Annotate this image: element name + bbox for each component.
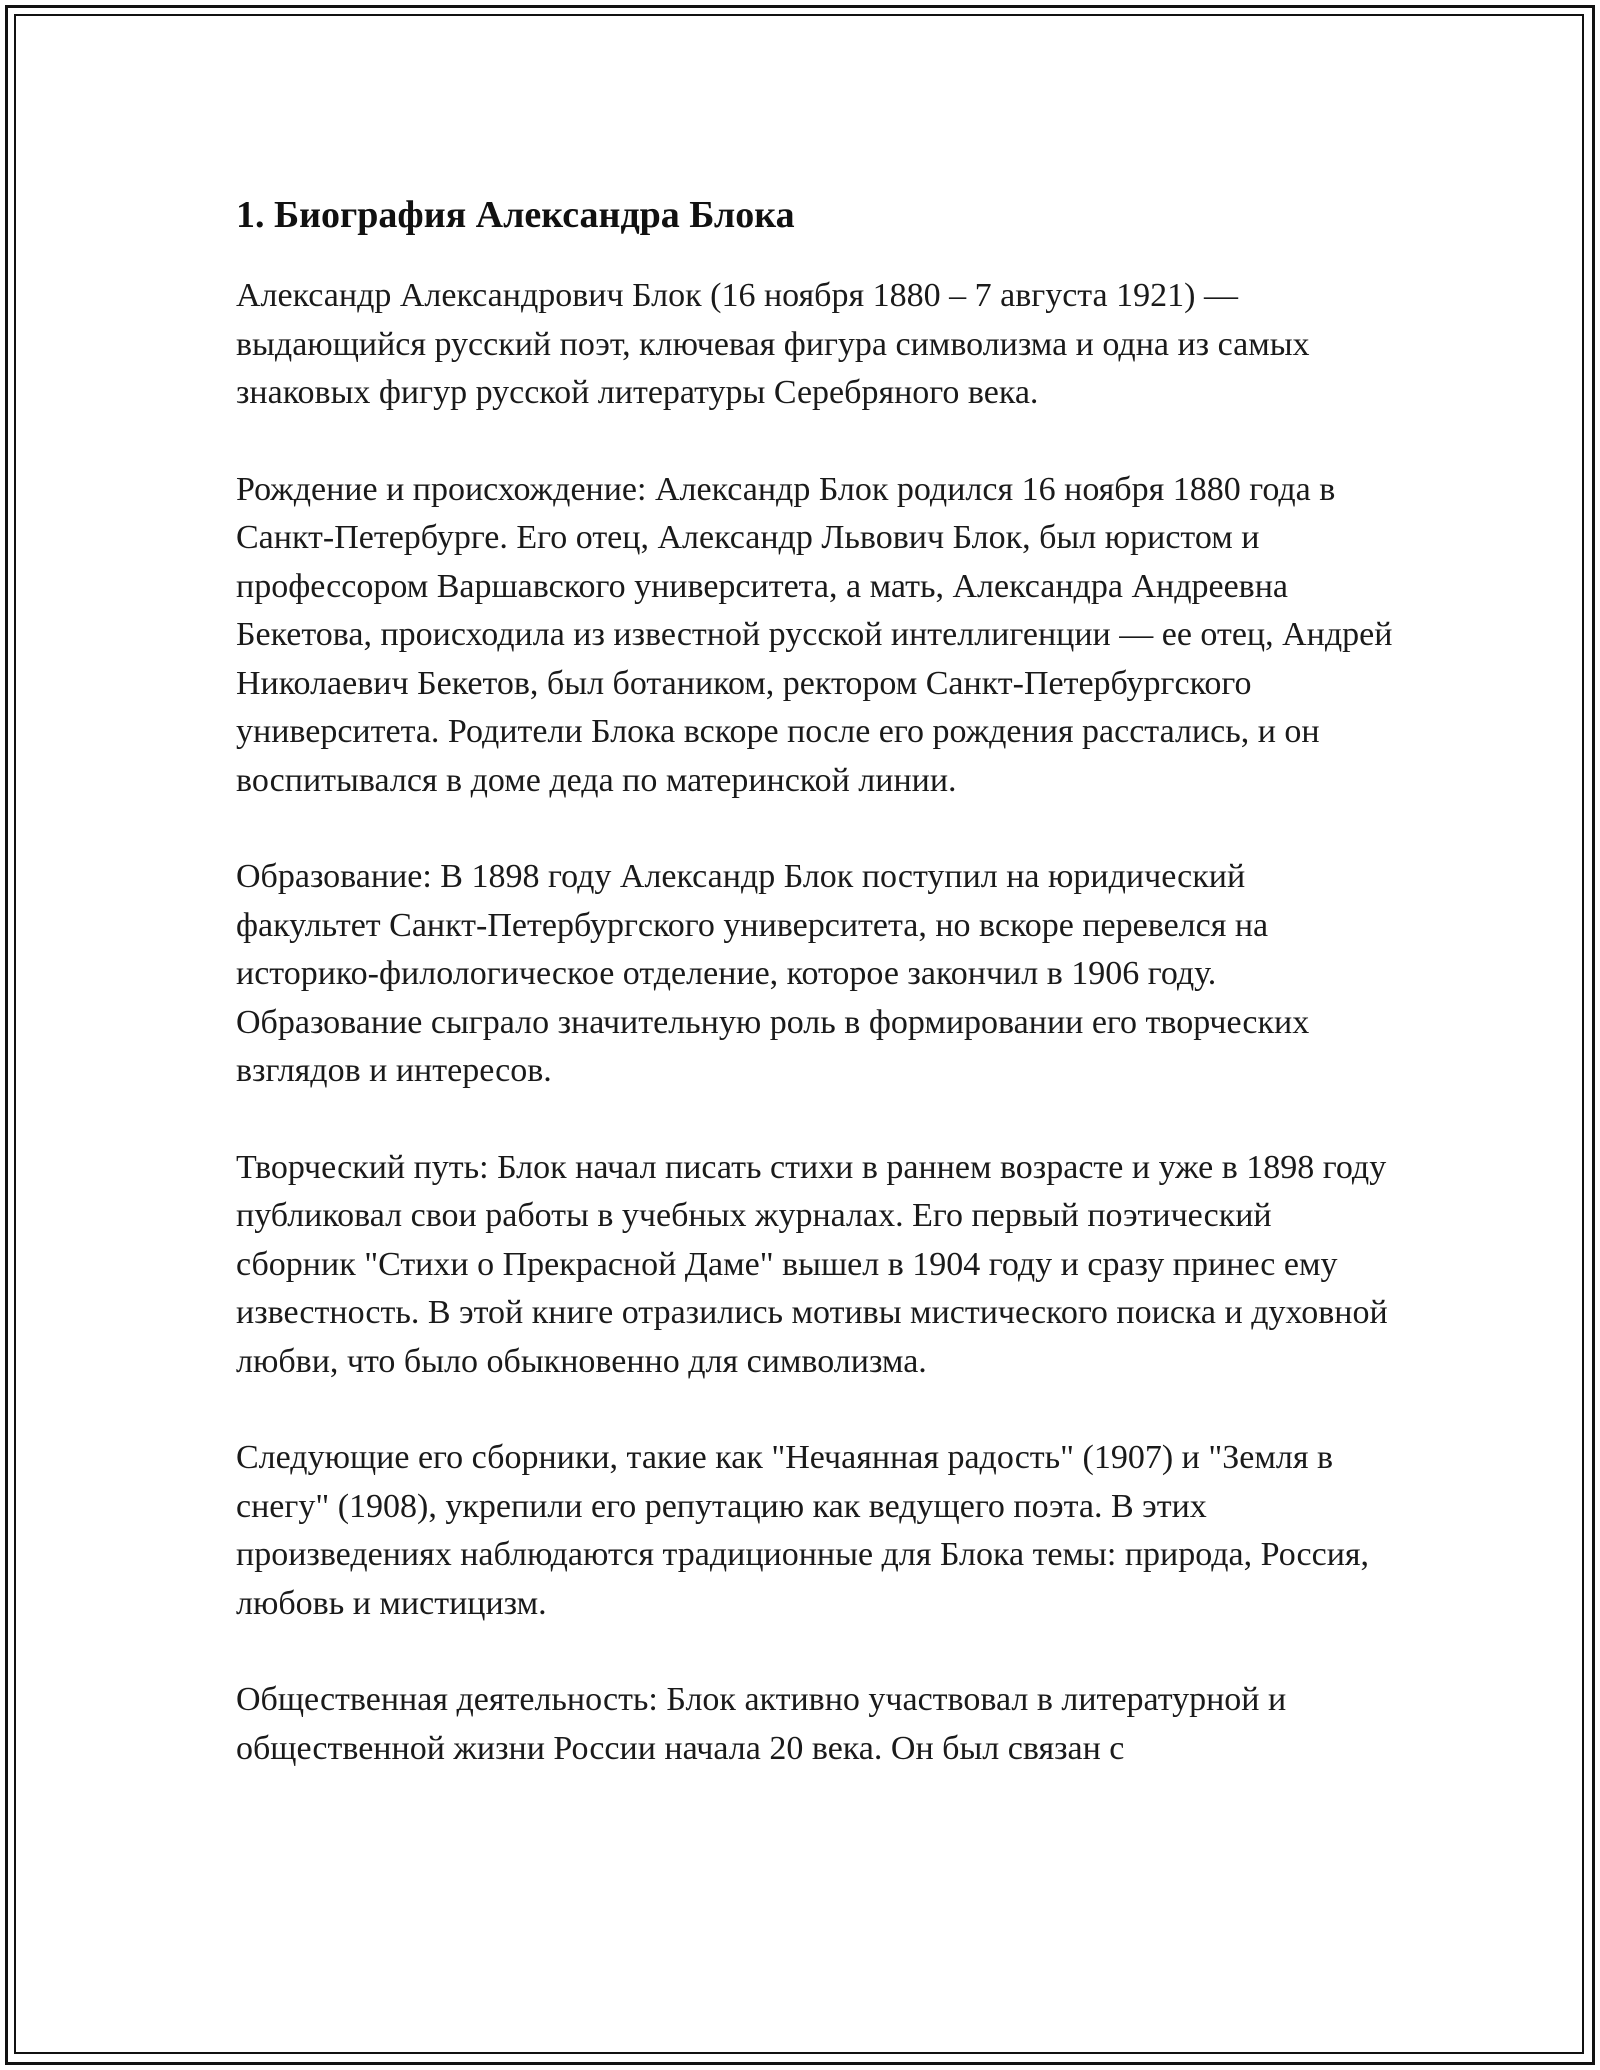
paragraph-later-collections: Следующие его сборники, такие как "Нечаянная радость" (1907) и "Земля в снегу" (1908), укрепили его репутацию как ведущего поэта. В этих произведениях наблюдаются традиционные для Блока темы: природа, Россия, любовь и мистицизм.: [236, 1439, 1370, 1622]
paragraph-public-activity: Общественная деятельность: Блок активно участвовал в литературной и общественной жизни России начала 20 века. Он был связан с: [236, 1681, 1287, 1767]
paragraph-creative-path: Творческий путь: Блок начал писать стихи в раннем возрасте и уже в 1898 году публиковал свои работы в учебных журналах. Его первый поэтический сборник "Стихи о Прекрасной Даме" вышел в 1904 году и сразу принес ему известность. В этой книге отразились мотивы мистического поиска и духовной любви, что было обыкновенно для символизма.: [236, 1148, 1388, 1380]
section-heading: 1. Биография Александра Блока: [236, 194, 795, 236]
document-body: [236, 184, 1396, 1821]
paragraph-birth-origin: Рождение и происхождение: Александр Блок родился 16 ноября 1880 года в Санкт-Петербурге. Его отец, Александр Львович Блок, был юристом и профессором Варшавского университета, а мать, Александра Андреевна Бекетова, происходила из известной русской интеллигенции — ее отец, Андрей Николаевич Бекетов, был ботаником, ректором Санкт-Петербургского университета. Родители Блока вскоре после его рождения расстались, и он воспитывался в доме деда по материнской линии.: [236, 470, 1393, 799]
paragraph-intro: Александр Александрович Блок (16 ноября 1880 – 7 августа 1921) — выдающийся русский поэт, ключевая фигура символизма и одна из самых знаковых фигур русской литературы Серебряного века.: [236, 277, 1310, 411]
paragraph-education: Образование: В 1898 году Александр Блок поступил на юридический факультет Санкт-Петербургского университета, но вскоре перевелся на историко-филологическое отделение, которое закончил в 1906 году. Образование сыграло значительную роль в формировании его творческих взглядов и интересов.: [236, 858, 1310, 1089]
